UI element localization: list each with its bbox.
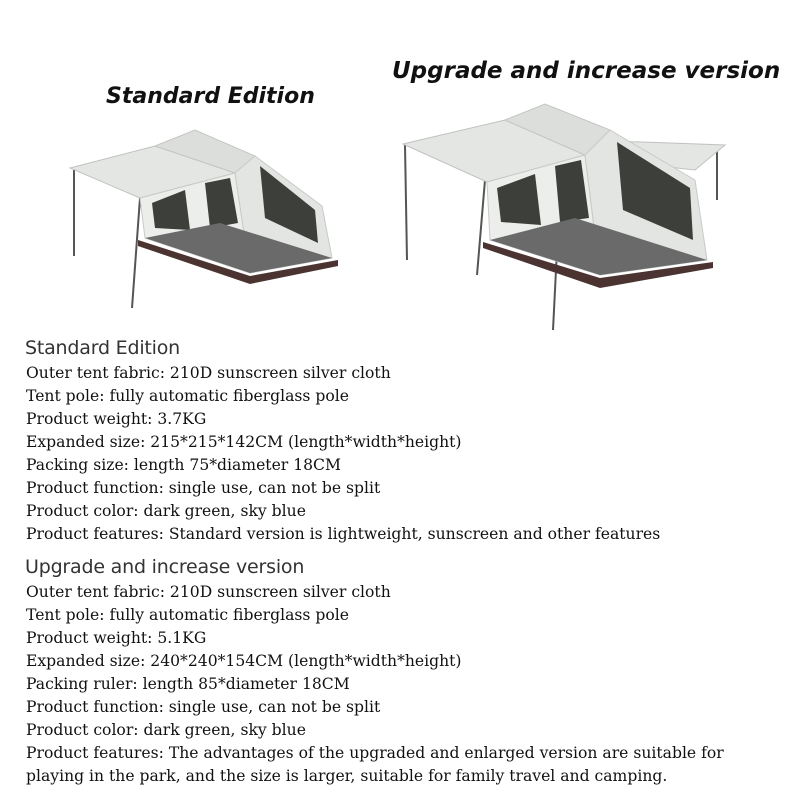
spec-color: Product color: dark green, sky blue: [26, 721, 306, 739]
spec-weight: Product weight: 3.7KG: [26, 410, 207, 428]
spec-tent-pole: Tent pole: fully automatic fiberglass pole: [26, 387, 349, 405]
upgrade-section-heading: Upgrade and increase version: [25, 556, 305, 578]
standard-specs-section: [26, 336, 786, 546]
spec-expanded-size: Expanded size: 240*240*154CM (length*width*height): [26, 652, 462, 670]
spec-features: Product features: Standard version is lightweight, sunscreen and other features: [26, 525, 661, 543]
upgrade-tent-image: [395, 100, 735, 330]
upgrade-specs-section: [26, 555, 786, 788]
spec-function: Product function: single use, can not be split: [26, 698, 381, 716]
standard-edition-title: Standard Edition: [106, 84, 315, 109]
upgrade-spec-list: [26, 581, 786, 788]
spec-expanded-size: Expanded size: 215*215*142CM (length*width*height): [26, 433, 462, 451]
spec-weight: Product weight: 5.1KG: [26, 629, 207, 647]
spec-color: Product color: dark green, sky blue: [26, 502, 306, 520]
spec-packing-ruler: Packing ruler: length 85*diameter 18CM: [26, 675, 350, 693]
upgrade-version-title: Upgrade and increase version: [392, 58, 781, 84]
spec-outer-fabric: Outer tent fabric: 210D sunscreen silver cloth: [26, 583, 391, 601]
spec-features: Product features: The advantages of the upgraded and enlarged version are suitable for playing in the park, and the size is larger, suitable for family travel and camping.: [26, 744, 724, 785]
spec-tent-pole: Tent pole: fully automatic fiberglass pole: [26, 606, 349, 624]
standard-tent-image: [60, 128, 350, 318]
spec-outer-fabric: Outer tent fabric: 210D sunscreen silver cloth: [26, 364, 391, 382]
standard-section-heading: Standard Edition: [25, 337, 181, 359]
standard-spec-list: [26, 362, 786, 546]
spec-function: Product function: single use, can not be split: [26, 479, 381, 497]
spec-packing-size: Packing size: length 75*diameter 18CM: [26, 456, 341, 474]
